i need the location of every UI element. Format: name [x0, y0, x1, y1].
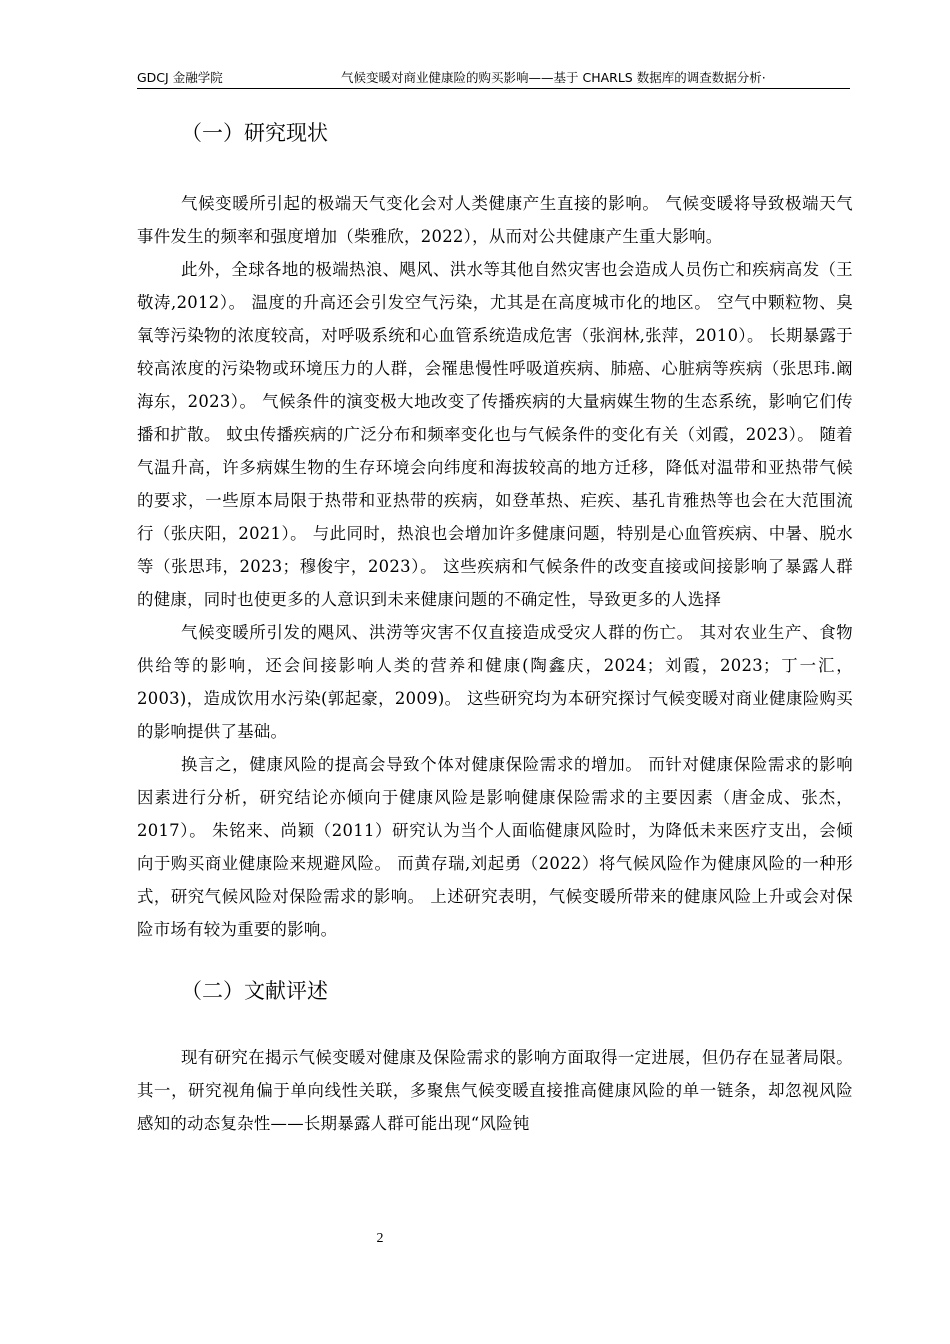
header-title: 气候变暖对商业健康险的购买影响——基于 CHARLS 数据库的调查数据分析·	[341, 70, 766, 85]
paragraph: 气候变暖所引起的极端天气变化会对人类健康产生直接的影响。 气候变暖将导致极端天气事件发生的频率和强度增加（柴雅欣，2022），从而对公共健康产生重大影响。	[137, 194, 853, 246]
paragraph: 换言之，健康风险的提高会导致个体对健康保险需求的增加。 而针对健康保险需求的影响因素进行分析，研究结论亦倾向于健康风险是影响健康保险需求的主要因素（唐金成、张杰，2017）。 朱铭来、尚颖（2011）研究认为当个人面临健康风险时，为降低未来医疗支出，会倾向于购买商业健康险来规避风险。 而黄存瑞,刘起勇（2022）将气候风险作为健康风险的一种形式，研究气候风险对保险需求的影响。 上述研究表明，气候变暖所带来的健康风险上升或会对保险市场有较为重要的影响。	[137, 755, 853, 939]
paragraph: 气候变暖所引发的飓风、洪涝等灾害不仅直接造成受灾人群的伤亡。 其对农业生产、食物供给等的影响，还会间接影响人类的营养和健康(陶鑫庆，2024；刘霞，2023；丁一汇，2003)，造成饮用水污染(郭起豪，2009)。 这些研究均为本研究探讨气候变暖对商业健康险购买的影响提供了基础。	[137, 623, 853, 741]
header-institution: GDCJ 金融学院	[137, 70, 223, 85]
paragraph: 此外，全球各地的极端热浪、飓风、洪水等其他自然灾害也会造成人员伤亡和疾病高发（王敬涛,2012）。 温度的升高还会引发空气污染，尤其是在高度城市化的地区。 空气中颗粒物、臭氧等污染物的浓度较高，对呼吸系统和心血管系统造成危害（张润林,张萍，2010）。 长期暴露于较高浓度的污染物或环境压力的人群，会罹患慢性呼吸道疾病、肺癌、心脏病等疾病（张思玮.阚海东，2023）。 气候条件的演变极大地改变了传播疾病的大量病媒生物的生态系统，影响它们传播和扩散。 蚊虫传播疾病的广泛分布和频率变化也与气候条件的变化有关（刘霞，2023）。 随着气温升高，许多病媒生物的生存环境会向纬度和海拔较高的地方迁移，降低对温带和亚热带气候的要求，一些原本局限于热带和亚热带的疾病，如登革热、疟疾、基孔肯雅热等也会在大范围流行（张庆阳，2021）。 与此同时，热浪也会增加许多健康问题，特别是心血管疾病、中暑、脱水等（张思玮，2023；穆俊宇，2023）。 这些疾病和气候条件的改变直接或间接影响了暴露人群的健康，同时也使更多的人意识到未来健康问题的不确定性，导致更多的人选择	[137, 260, 853, 609]
main-content	[137, 114, 853, 1140]
section-heading-literature-review: （二）文献评述	[181, 979, 328, 1003]
section-heading-research-status: （一）研究现状	[181, 121, 328, 145]
paragraph: 现有研究在揭示气候变暖对健康及保险需求的影响方面取得一定进展，但仍存在显著局限。其一，研究视角偏于单向线性关联，多聚焦气候变暖直接推高健康风险的单一链条，却忽视风险感知的动态复杂性——长期暴露人群可能出现“风险钝	[137, 1048, 853, 1133]
running-header	[137, 66, 850, 89]
page-number: 2	[376, 1231, 384, 1246]
